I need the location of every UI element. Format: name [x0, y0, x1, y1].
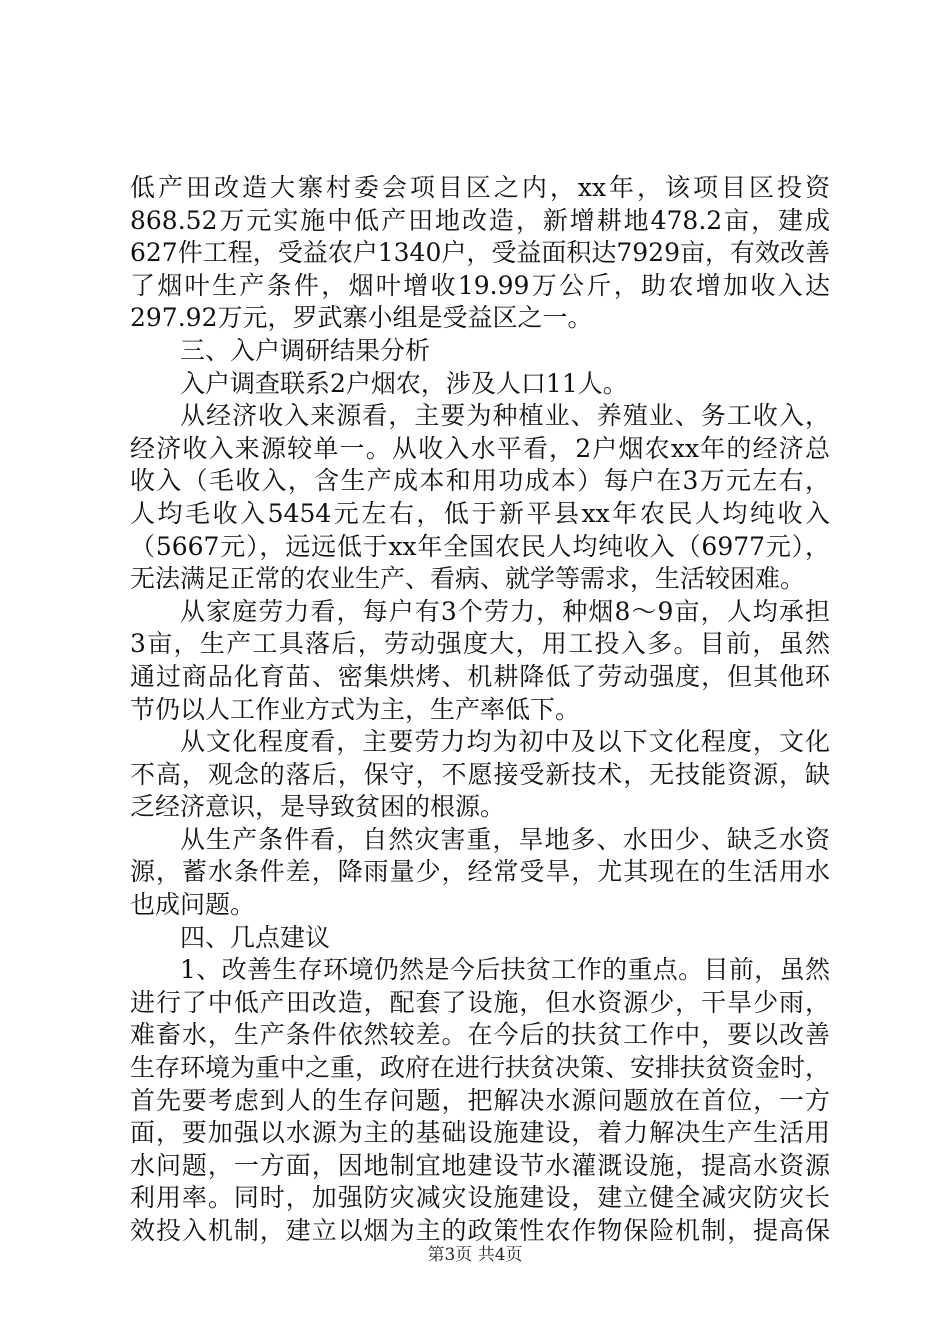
text-line: 627件工程，受益农户1340户，受益面积达7929亩，有效改善: [130, 238, 830, 268]
text-line: 乏经济意识，是导致贫困的根源。: [130, 792, 506, 822]
text-line: 水问题，一方面，因地制宜地建设节水灌溉设施，提高水资源: [130, 1150, 830, 1180]
text-line: （5667元），远远低于xx年全国农民人均纯收入（6977元），: [130, 531, 830, 561]
text-line: 面，要加强以水源为主的基础设施建设，着力解决生产生活用: [130, 1118, 830, 1148]
text-line: 首先要考虑到人的生存问题，把解决水源问题放在首位，一方: [130, 1085, 830, 1115]
text-line: 从家庭劳力看，每户有3个劳力，种烟8～9亩，人均承担: [180, 596, 830, 626]
page-footer: [0, 1240, 950, 1265]
text-line: 源，蓄水条件差，降雨量少，经常受旱，尤其现在的生活用水: [130, 857, 830, 887]
text-line: 不高，观念的落后，保守，不愿接受新技术，无技能资源，缺: [130, 759, 830, 789]
text-line: 868.52万元实施中低产田地改造，新增耕地478.2亩，建成: [130, 205, 830, 235]
text-line: 节仍以人工作业方式为主，生产率低下。: [130, 694, 581, 724]
text-line: 入户调查联系2户烟农，涉及人口11人。: [180, 368, 628, 398]
text-line: 也成问题。: [130, 890, 256, 920]
text-line: 人均毛收入5454元左右，低于新平县xx年农民人均纯收入: [130, 498, 830, 528]
text-line: 从文化程度看，主要劳力均为初中及以下文化程度，文化: [180, 727, 830, 757]
text-line: 1、改善生存环境仍然是今后扶贫工作的重点。目前，虽然: [180, 955, 830, 985]
text-line: 从经济收入来源看，主要为种植业、养殖业、务工收入，: [180, 401, 830, 431]
text-line: 低产田改造大寨村委会项目区之内，xx年，该项目区投资: [130, 173, 830, 202]
text-line: 收入（毛收入，含生产成本和用功成本）每户在3万元左右，: [130, 466, 830, 496]
text-line: 进行了中低产田改造，配套了设施，但水资源少，干旱少雨，: [130, 987, 830, 1017]
text-line: 四、几点建议: [180, 922, 331, 952]
text-line: 效投入机制，建立以烟为主的政策性农作物保险机制，提高保: [130, 1216, 830, 1245]
text-line: 从生产条件看，自然灾害重，旱地多、水田少、缺乏水资: [180, 824, 830, 854]
text-line: 了烟叶生产条件，烟叶增收19.99万公斤，助农增加收入达: [130, 270, 830, 300]
document-body: [130, 172, 830, 1248]
text-line: 生存环境为重中之重，政府在进行扶贫决策、安排扶贫资金时，: [130, 1053, 831, 1083]
text-line: 三、入户调研结果分析: [180, 335, 431, 365]
text-line: 难畜水，生产条件依然较差。在今后的扶贫工作中，要以改善: [130, 1020, 830, 1050]
page-number: 第3页 共4页: [427, 1245, 523, 1265]
text-line: 经济收入来源较单一。从收入水平看，2户烟农xx年的经济总: [130, 433, 830, 463]
text-line: 通过商品化育苗、密集烘烤、机耕降低了劳动强度，但其他环: [130, 661, 830, 691]
text-line: 297.92万元，罗武寨小组是受益区之一。: [130, 303, 593, 333]
text-line: 利用率。同时，加强防灾减灾设施建设，建立健全减灾防灾长: [130, 1183, 830, 1213]
text-line: 3亩，生产工具落后，劳动强度大，用工投入多。目前，虽然: [130, 629, 830, 659]
text-line: 无法满足正常的农业生产、看病、就学等需求，生活较困难。: [130, 564, 806, 594]
